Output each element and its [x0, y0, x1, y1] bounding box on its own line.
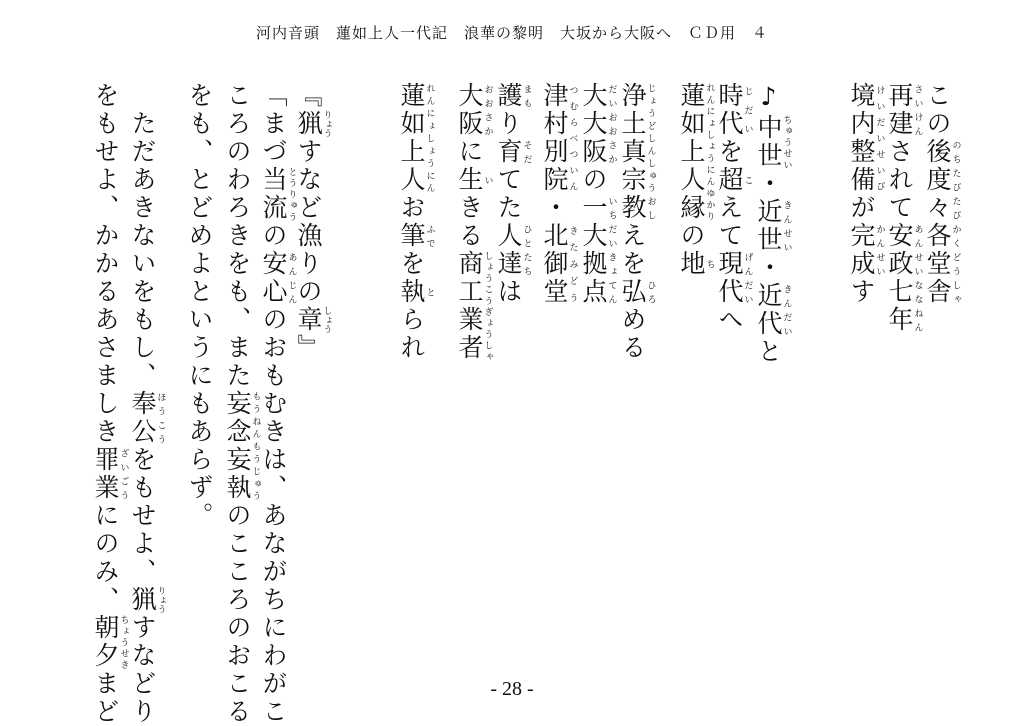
text-column	[887, 82, 923, 334]
text-segment: のこころのおこる	[223, 502, 252, 726]
text-segment: をも、とどめよというにもあらず。	[185, 82, 214, 530]
furigana: きんだい	[781, 282, 792, 338]
furigana: い	[482, 166, 493, 194]
text-segment: へ	[715, 306, 744, 334]
text-segment: める	[618, 306, 647, 362]
furigana: まも	[521, 82, 532, 110]
furigana: つむらべついん	[567, 82, 578, 194]
ruby-word: 罪業ざいごう	[91, 446, 129, 502]
furigana: しょうこうぎょうしゃ	[482, 250, 493, 362]
text-segment: お	[397, 194, 426, 222]
furigana: りょう	[321, 110, 332, 138]
text-segment: す	[847, 278, 876, 306]
ruby-word: 大大阪だいおおさか	[579, 82, 617, 166]
furigana: さいけん	[912, 82, 923, 138]
text-segment: えて	[715, 194, 744, 250]
furigana: ふで	[424, 222, 435, 250]
ruby-word: 現代げんだい	[715, 250, 753, 306]
text-column	[399, 82, 435, 362]
ruby-word: 蓮如上人縁れんにょしょうにんゆかり	[677, 82, 715, 222]
text-segment: の	[259, 222, 288, 250]
furigana: おし	[645, 194, 656, 222]
ruby-word: 当流とうりゅう	[259, 166, 297, 222]
text-segment: てた	[494, 166, 523, 222]
furigana: じだい	[742, 82, 753, 138]
text-segment: られ	[397, 306, 426, 362]
text-segment: をもせよ、かかるあさましき	[91, 82, 120, 446]
ruby-word: 津村別院つむらべついん	[540, 82, 578, 194]
text-column	[542, 82, 578, 306]
text-segment: を	[715, 138, 744, 166]
furigana: じょうどしんしゅう	[645, 82, 656, 194]
furigana: ちゅうせい	[781, 114, 792, 170]
ruby-word: 再建さいけん	[885, 82, 923, 138]
furigana: あんじん	[286, 250, 297, 306]
ruby-word: 中世ちゅうせい	[754, 114, 792, 170]
text-column	[679, 82, 715, 278]
ruby-word: 浄土真宗じょうどしんしゅう	[618, 82, 656, 194]
text-segment: に	[455, 138, 484, 166]
text-segment: を	[397, 250, 426, 278]
text-segment: きる	[455, 194, 484, 250]
text-segment: 「まづ	[259, 82, 288, 166]
text-segment: ・	[540, 194, 569, 222]
furigana: あんせいななねん	[912, 222, 923, 334]
text-column	[296, 82, 332, 362]
ruby-word: 猟りょう	[128, 586, 166, 614]
furigana: とうりゅう	[286, 166, 297, 222]
furigana: もうねんもうじゅう	[250, 390, 261, 502]
furigana: きんせい	[781, 198, 792, 254]
text-column	[93, 82, 129, 726]
text-segment: と	[754, 338, 783, 366]
text-segment: をもせよ、	[128, 446, 157, 586]
furigana: かんせい	[874, 222, 885, 278]
text-segment: すなど	[294, 138, 323, 222]
furigana: ざいごう	[118, 446, 129, 502]
ruby-word: 執と	[397, 278, 435, 306]
text-segment: ♪	[754, 82, 783, 114]
furigana: げんだい	[742, 250, 753, 306]
furigana: ほうこう	[155, 390, 166, 446]
text-segment: すなどり	[128, 614, 157, 726]
text-segment: されて	[885, 138, 914, 222]
text-segment: ただあきないをもし、	[128, 82, 157, 390]
text-column	[457, 82, 493, 362]
ruby-word: 猟りょう	[294, 110, 332, 138]
text-column	[620, 82, 656, 362]
furigana: れんにょしょうにん	[424, 82, 435, 194]
ruby-word: 蓮如上人れんにょしょうにん	[397, 82, 435, 194]
ruby-word: 商工業者しょうこうぎょうしゃ	[455, 250, 493, 362]
ruby-word: 護まも	[494, 82, 532, 110]
ruby-word: 北御堂きたみどう	[540, 222, 578, 306]
text-column	[581, 82, 617, 306]
ruby-word: 弘ひろ	[618, 278, 656, 306]
text-segment: の	[677, 222, 706, 250]
ruby-word: 奉公ほうこう	[128, 390, 166, 446]
furigana: りょう	[155, 586, 166, 614]
ruby-word: 超こ	[715, 166, 753, 194]
ruby-word: 章しょう	[294, 306, 332, 334]
ruby-word: 朝夕ちょうせき	[91, 614, 129, 670]
furigana: ちょうせき	[118, 614, 129, 670]
ruby-word: 筆ふで	[397, 222, 435, 250]
text-column	[225, 82, 261, 726]
ruby-word: 近代きんだい	[754, 282, 792, 338]
furigana: ひとたち	[521, 222, 532, 278]
text-segment: ころのわろきをも、また	[223, 82, 252, 390]
ruby-word: 安政七年あんせいななねん	[885, 222, 923, 334]
furigana: きたみどう	[567, 222, 578, 306]
text-segment: この	[923, 82, 952, 138]
ruby-word: 完成かんせい	[847, 222, 885, 278]
furigana: と	[424, 278, 435, 306]
ruby-word: 人達ひとたち	[494, 222, 532, 278]
furigana: だいおおさか	[606, 82, 617, 166]
furigana: のちたびたびかくどうしゃ	[950, 138, 961, 306]
furigana: ひろ	[645, 278, 656, 306]
furigana: しょう	[321, 306, 332, 334]
furigana: こ	[742, 166, 753, 194]
ruby-word: 地ち	[677, 250, 715, 278]
furigana: そだ	[521, 138, 532, 166]
furigana: いちだいきょてん	[606, 194, 617, 306]
ruby-word: 妄念妄執もうねんもうじゅう	[223, 390, 261, 502]
text-segment: えを	[618, 222, 647, 278]
furigana: れんにょしょうにんゆかり	[704, 82, 715, 222]
text-column	[496, 82, 532, 306]
text-segment: 』	[294, 334, 323, 362]
furigana: おおさか	[482, 82, 493, 138]
text-segment: ・	[754, 170, 783, 198]
furigana: けいだいせいび	[874, 82, 885, 194]
text-column	[849, 82, 885, 306]
ruby-word: 大阪おおさか	[455, 82, 493, 138]
ruby-word: 一大拠点いちだいきょてん	[579, 194, 617, 306]
ruby-word: 近世きんせい	[754, 198, 792, 254]
text-segment: は	[494, 278, 523, 306]
text-segment: が	[847, 194, 876, 222]
ruby-word: 生い	[455, 166, 493, 194]
text-segment: のおもむきは、あながちにわがこ	[259, 306, 288, 726]
ruby-word: 後度々各堂舎のちたびたびかくどうしゃ	[923, 138, 961, 306]
text-column	[756, 82, 792, 366]
text-segment: り	[494, 110, 523, 138]
ruby-word: 境内整備けいだいせいび	[847, 82, 885, 194]
text-segment: の	[579, 166, 608, 194]
text-column	[130, 82, 166, 726]
text-column	[925, 82, 961, 306]
ruby-word: 安心あんじん	[259, 250, 297, 306]
page-header: 河内音頭 蓮如上人一代記 浪華の黎明 大坂から大阪へ ＣＤ用 ４	[255, 24, 768, 42]
text-column	[717, 82, 753, 334]
page-number: - 28 -	[490, 678, 534, 700]
text-segment: 漁りの	[294, 222, 323, 306]
text-segment: 『	[294, 82, 323, 110]
text-segment: まど	[91, 670, 120, 726]
text-column	[187, 82, 212, 530]
text-segment: ・	[754, 254, 783, 282]
text-column	[261, 82, 297, 726]
furigana: ち	[704, 250, 715, 278]
ruby-word: 教おし	[618, 194, 656, 222]
text-segment: にのみ、	[91, 502, 120, 614]
ruby-word: 育そだ	[494, 138, 532, 166]
ruby-word: 時代じだい	[715, 82, 753, 138]
